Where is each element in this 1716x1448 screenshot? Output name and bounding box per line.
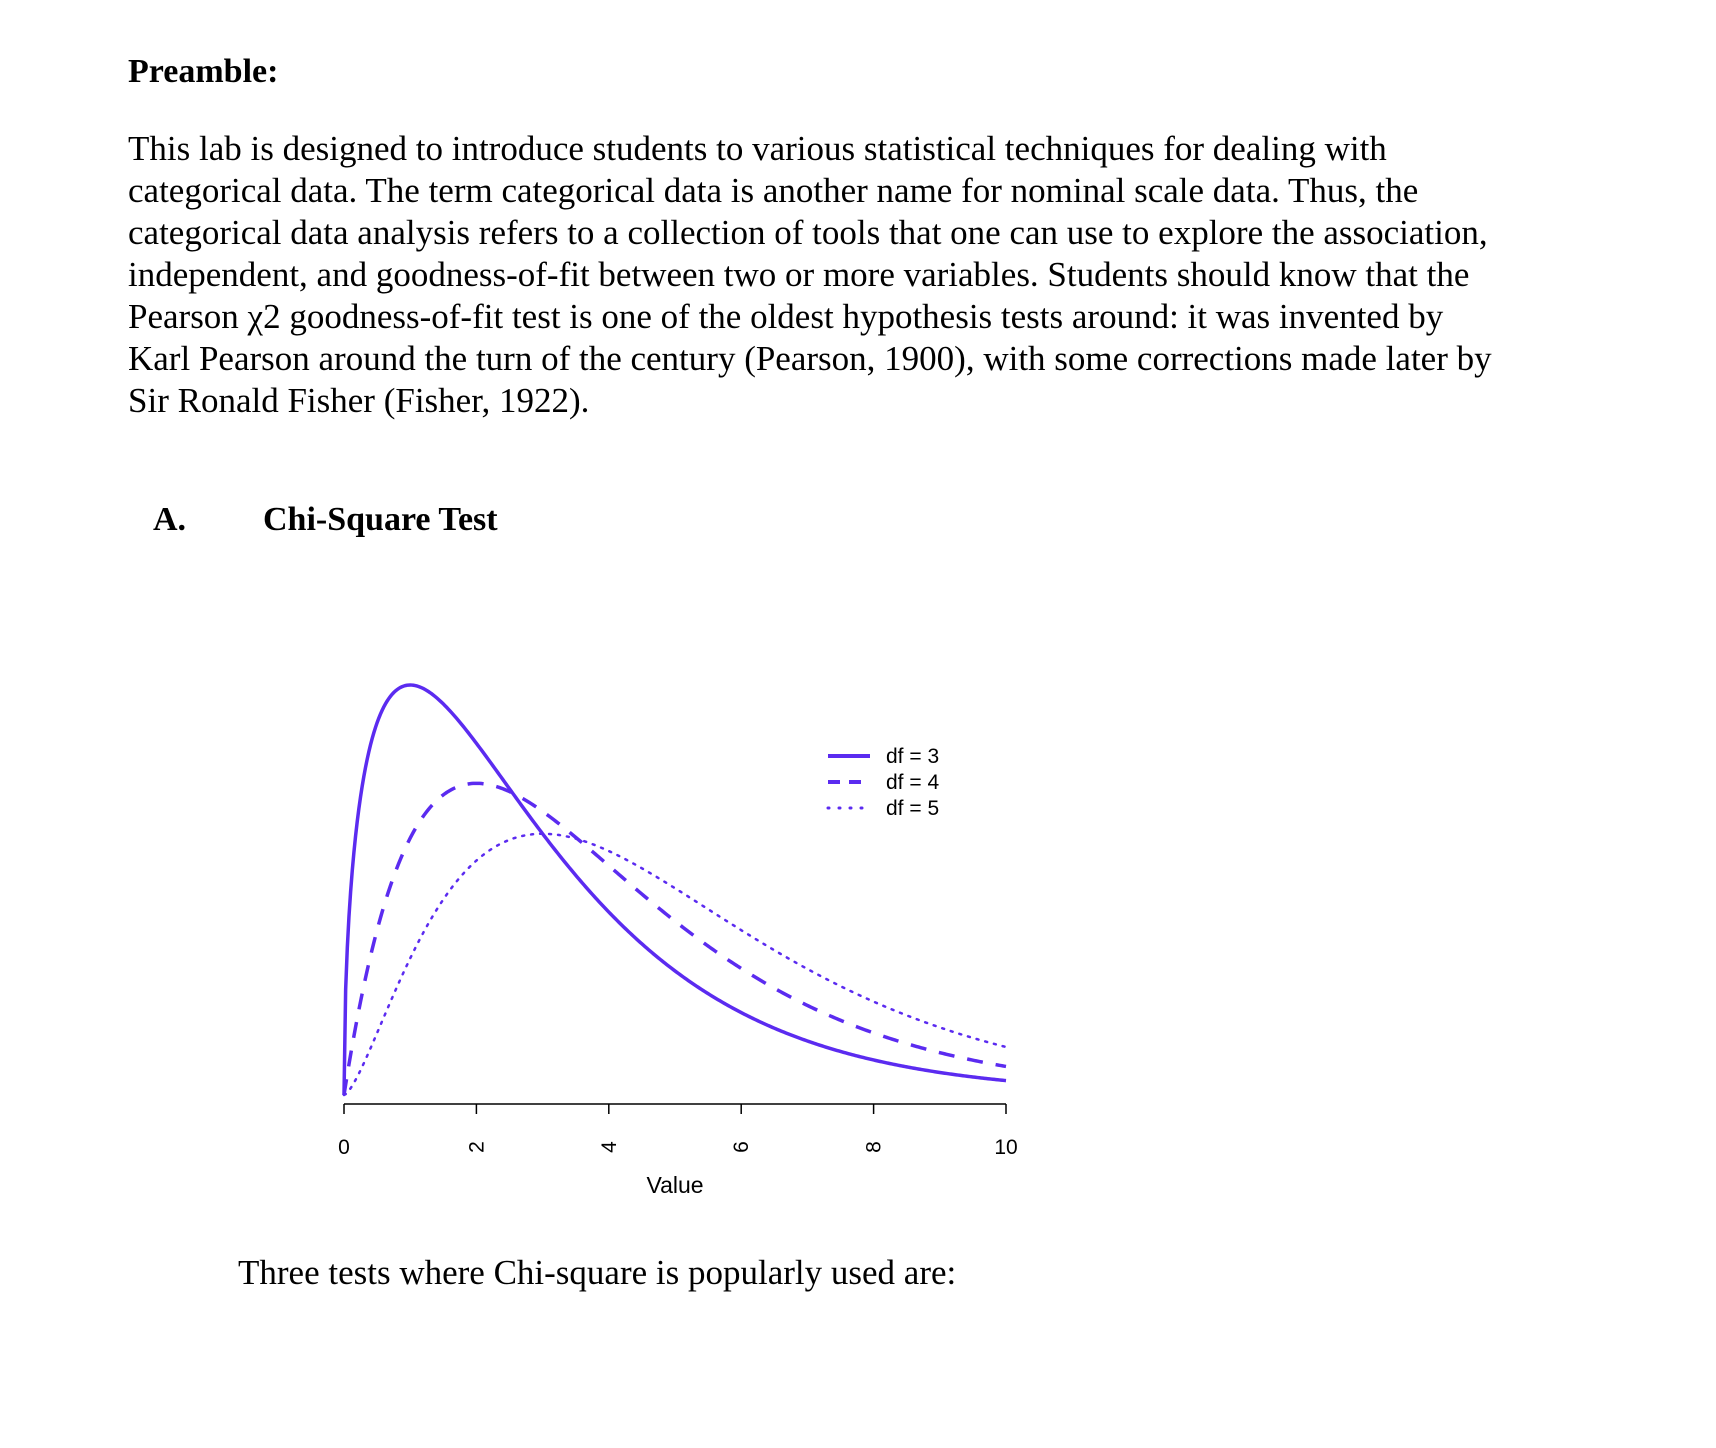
- intro-line: Karl Pearson around the turn of the century (Pearson, 1900), with some corrections made later by: [128, 339, 1492, 378]
- x-tick-label: 0: [338, 1136, 350, 1159]
- series-line-df-5: [344, 834, 1006, 1095]
- legend: [828, 745, 939, 820]
- intro-line: Sir Ronald Fisher (Fisher, 1922).: [128, 381, 590, 420]
- preamble-heading: Preamble:: [128, 53, 279, 90]
- intro-line: categorical data. The term categorical data is another name for nominal scale data. Thus, the: [128, 171, 1419, 210]
- x-tick-label: 6: [730, 1141, 754, 1153]
- section-letter: A.: [153, 501, 187, 538]
- intro-line: Pearson χ2 goodness-of-fit test is one of the oldest hypothesis tests around: it was invented by: [128, 297, 1444, 336]
- legend-label-df-5: df = 5: [886, 797, 940, 820]
- x-tick-label: 2: [465, 1141, 489, 1153]
- intro-line: categorical data analysis refers to a collection of tools that one can use to explore the association,: [128, 213, 1488, 252]
- x-tick-label: 10: [994, 1136, 1018, 1159]
- series-line-df-4: [344, 783, 1006, 1095]
- tests-intro: Three tests where Chi-square is popularly used are:: [238, 1253, 957, 1292]
- x-tick-layer: [338, 1104, 1018, 1159]
- intro-line: independent, and goodness-of-fit between two or more variables. Students should know that the: [128, 255, 1470, 294]
- legend-label-df-3: df = 3: [886, 745, 940, 768]
- x-tick-label: 8: [862, 1141, 886, 1153]
- x-axis-label: Value: [646, 1172, 704, 1198]
- section-title: Chi-Square Test: [263, 501, 498, 538]
- legend-label-df-4: df = 4: [886, 771, 940, 794]
- intro-line: This lab is designed to introduce students to various statistical techniques for dealing with: [128, 129, 1387, 168]
- x-tick-label: 4: [597, 1141, 621, 1153]
